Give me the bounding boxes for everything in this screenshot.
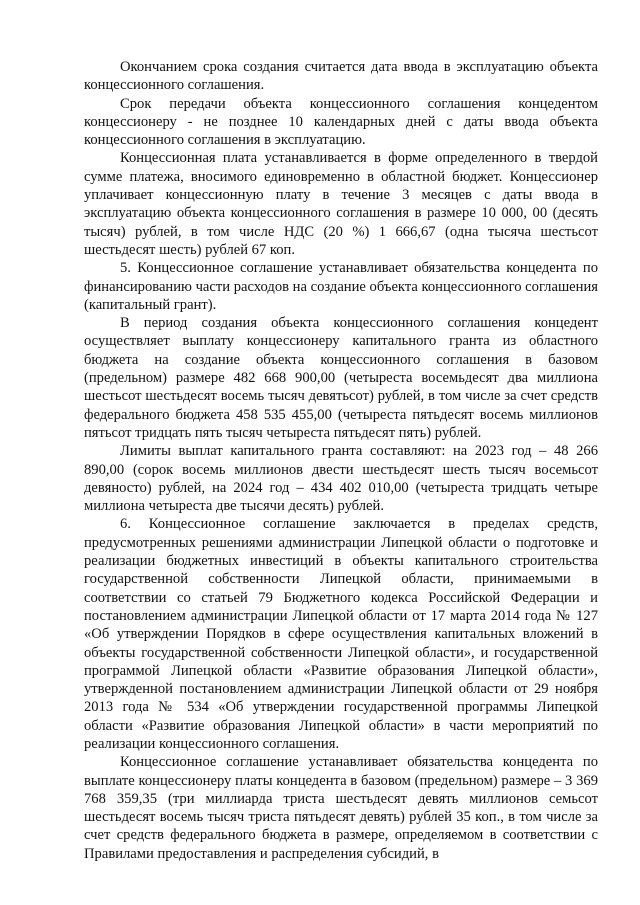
paragraph-transfer-term: Срок передачи объекта концессионного соглашения концедентом концессионеру - не позднее 10 календарных дней с даты ввода объекта концессионного соглашения в эксплуатацию.: [84, 95, 598, 149]
document-page: [84, 58, 598, 863]
paragraph-item-6: 6. Концессионное соглашение заключается в пределах средств, предусмотренных решениями администрации Липецкой области о подготовке и реализации бюджетных инвестиций в объекты капитального строительства государственной собственности Липецкой области, принимаемыми в соответствии со статьей 79 Бюджетного кодекса Российской Федерации и постановлением администрации Липецкой области от 17 марта 2014 года № 127 «Об утверждении Порядков в сфере осуществления капитальных вложений в объекты государственной собственности Липецкой области», и государственной программой Липецкой области «Развитие образования Липецкой области», утвержденной постановлением администрации Липецкой области от 29 ноября 2013 года № 534 «Об утверждении государственной программы Липецкой области «Развитие образования Липецкой области» в части мероприятий по реализации концессионного соглашения.: [84, 516, 598, 752]
paragraph-concession-fee: Концессионная плата устанавливается в форме определенного в твердой сумме платежа, вносимого единовременно в областной бюджет. Концессионер уплачивает концессионную плату в течение 3 месяцев с даты ввода в эксплуатацию объекта концессионного соглашения в размере 10 000, 00 (десять тысяч) рублей, в том числе НДС (20 %) 1 666,67 (одна тысяча шестьсот шестьдесят шесть) рублей 67 коп.: [84, 150, 598, 258]
paragraph-grant-limits: Лимиты выплат капитального гранта составляют: на 2023 год – 48 266 890,00 (сорок восемь миллионов двести шестьдесят шесть тысяч восемьсот девяносто) рублей, на 2024 год – 434 402 010,00 (четыреста тридцать четыре миллиона четыреста две тысячи десять) рублей.: [84, 443, 598, 515]
paragraph-item-5: 5. Концессионное соглашение устанавливает обязательства концедента по финансированию части расходов на создание объекта концессионного соглашения (капитальный грант).: [84, 260, 598, 313]
paragraph-capital-grant: В период создания объекта концессионного соглашения концедент осуществляет выплату концессионеру капитального гранта из областного бюджета на создание объекта концессионного соглашения в базовом (предельном) размере 482 668 900,00 (четыреста восемьдесят два миллиона шестьсот шестьдесят восемь тысяч девятьсот) рублей, в том числе за счет средств федерального бюджета 458 535 455,00 (четыреста пятьдесят восемь миллионов пятьсот тридцать пять тысяч четыреста пятьдесят пять) рублей.: [84, 315, 598, 441]
paragraph-creation-end: Окончанием срока создания считается дата ввода в эксплуатацию объекта концессионного соглашения.: [84, 59, 598, 94]
paragraph-concedent-fee: Концессионное соглашение устанавливает обязательства концедента по выплате концессионеру платы концедента в базовом (предельном) размере – 3 369 768 359,35 (три миллиарда триста шестьдесят девять миллионов семьсот шестьдесят восемь тысяч триста пятьдесят девять) рублей 35 коп., в том числе за счет средств федерального бюджета в размере, определяемом в соответствии с Правилами предоставления и распределения субсидий, в: [84, 754, 598, 862]
